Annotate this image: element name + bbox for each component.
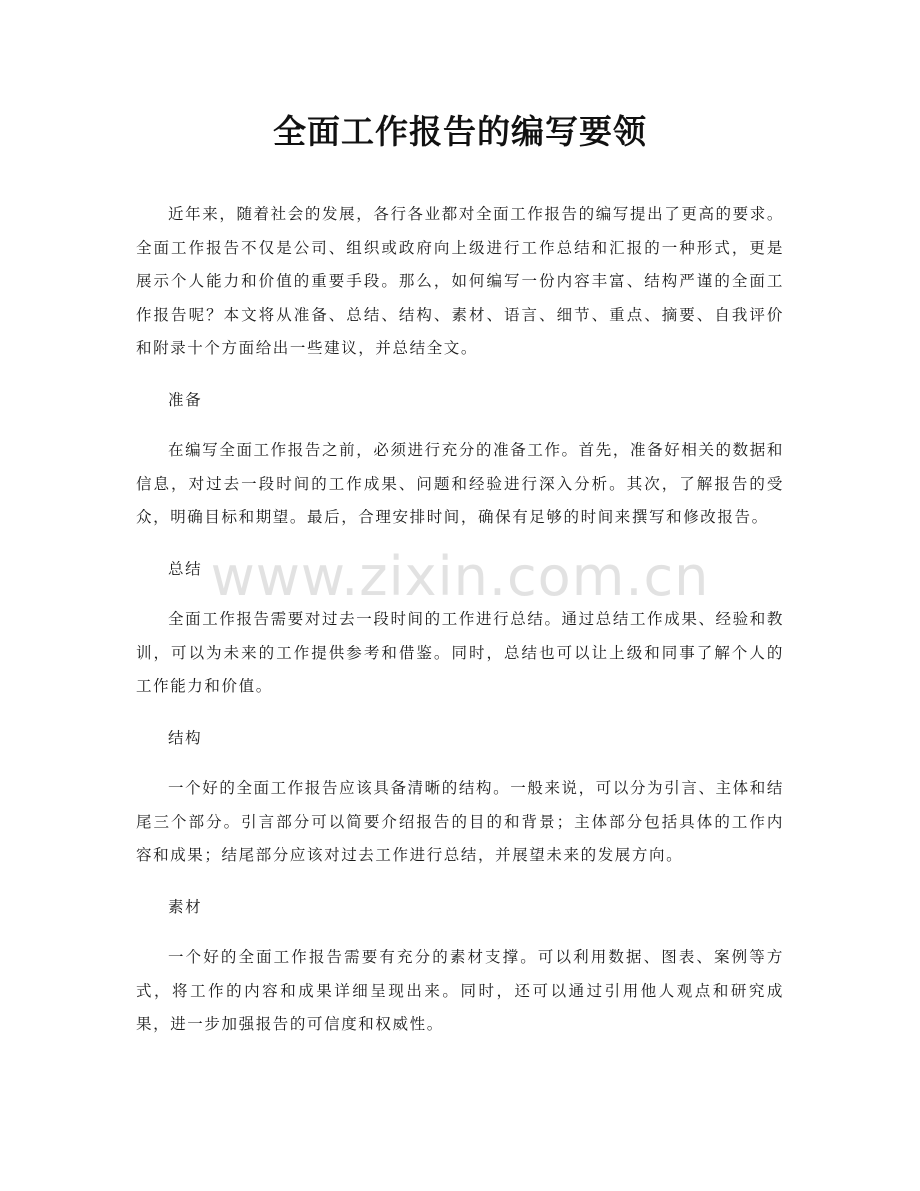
section-heading-structure: 结构 — [168, 728, 203, 747]
section-heading-materials: 素材 — [168, 897, 203, 916]
section-body-materials: 一个好的全面工作报告需要有充分的素材支撑。可以利用数据、图表、案例等方式，将工作的内容和成果详细呈现出来。同时，还可以通过引用他人观点和研究成果，进一步加强报告的可信度和权威性。 — [136, 948, 784, 1033]
intro-paragraph: 近年来，随着社会的发展，各行各业都对全面工作报告的编写提出了更高的要求。全面工作报告不仅是公司、组织或政府向上级进行工作总结和汇报的一种形式，更是展示个人能力和价值的重要手段。那么，如何编写一份内容丰富、结构严谨的全面工作报告呢？本文将从准备、总结、结构、素材、语言、细节、重点、摘要、自我评价和附录十个方面给出一些建议，并总结全文。 — [136, 205, 784, 357]
section-heading-summary: 总结 — [168, 559, 203, 578]
section-body-preparation: 在编写全面工作报告之前，必须进行充分的准备工作。首先，准备好相关的数据和信息，对过去一段时间的工作成果、问题和经验进行深入分析。其次，了解报告的受众，明确目标和期望。最后，合理安排时间，确保有足够的时间来撰写和修改报告。 — [136, 441, 784, 526]
watermark: www.zixin.com.cn — [210, 545, 710, 608]
document-title: 全面工作报告的编写要领 — [273, 112, 647, 151]
section-heading-preparation: 准备 — [168, 390, 203, 409]
section-body-summary: 全面工作报告需要对过去一段时间的工作进行总结。通过总结工作成果、经验和教训，可以为未来的工作提供参考和借鉴。同时，总结也可以让上级和同事了解个人的工作能力和价值。 — [136, 610, 784, 695]
section-body-structure: 一个好的全面工作报告应该具备清晰的结构。一般来说，可以分为引言、主体和结尾三个部分。引言部分可以简要介绍报告的目的和背景；主体部分包括具体的工作内容和成果；结尾部分应该对过去工作进行总结，并展望未来的发展方向。 — [136, 779, 784, 864]
